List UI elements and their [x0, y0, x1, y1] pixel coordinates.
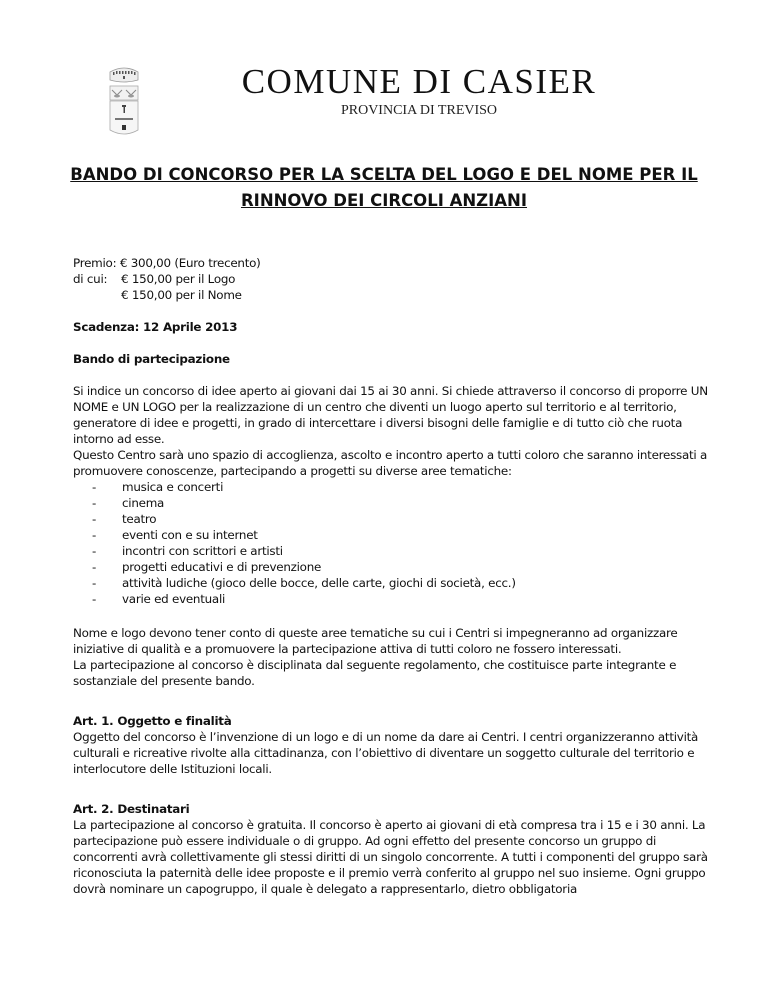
intro-paragraph: Si indice un concorso di idee aperto ai giovani dai 15 ai 30 anni. Si chiede attraverso il concorso di proporre UN NOME e UN LOGO per la realizzazione di un centro che diventi un luogo aperto sul territorio e al territorio, generatore di idee e progetti, in grado di intercettare i diversi bisogni delle famiglie e di tutto ciò che ruota intorno ad esse.: [73, 384, 708, 446]
prize-breakdown-label: di cui:: [73, 272, 108, 286]
art2-heading: Art. 2. Destinatari: [73, 802, 190, 816]
document-title: [60, 162, 708, 214]
list-item: - progetti educativi e di prevenzione: [92, 560, 322, 574]
list-item: - varie ed eventuali: [92, 592, 226, 606]
prize-logo-row: [73, 271, 713, 287]
center-paragraph: Questo Centro sarà uno spazio di accoglienza, ascolto e incontro aperto a tutti coloro che saranno interessati a promuovere conoscenze, partecipando a progetti su diverse aree tematiche:: [73, 448, 708, 478]
list-item: - attività ludiche (gioco delle bocce, delle carte, giochi di società, ecc.): [92, 576, 516, 590]
prize-logo-value: € 150,00 per il Logo: [121, 272, 236, 286]
prize-total-label: Premio:: [73, 256, 117, 270]
art1-text: Oggetto del concorso è l’invenzione di un logo e di un nome da dare ai Centri. I centri organizzeranno attività culturali e ricreative rivolte alla cittadinanza, con l’obiettivo di diventare un soggetto culturale del territorio e interlocutore delle Istituzioni locali.: [73, 730, 699, 776]
list-item: - cinema: [92, 496, 165, 510]
section-heading: Bando di partecipazione: [73, 352, 230, 366]
province-subtitle: PROVINCIA DI TREVISO: [340, 103, 498, 118]
deadline: Scadenza: 12 Aprile 2013: [73, 320, 238, 334]
prize-block: [73, 255, 713, 303]
list-item: - teatro: [92, 512, 157, 526]
document-title-line-2: RINNOVO DEI CIRCOLI ANZIANI: [240, 191, 528, 210]
prize-name-value: € 150,00 per il Nome: [121, 288, 242, 302]
rules-paragraph: La partecipazione al concorso è disciplinata dal seguente regolamento, che costituisce parte integrante e sostanziale del presente bando.: [73, 658, 677, 688]
art1-heading: Art. 1. Oggetto e finalità: [73, 714, 232, 728]
art2-text: La partecipazione al concorso è gratuita. Il concorso è aperto ai giovani di età compresa tra i 15 e i 30 anni. La partecipazione può essere individuale o di gruppo. Ad ogni effetto del presente concorso un gruppo di concorrenti avrà collettivamente gli stessi diritti di un singolo concorrente. A tutti i componenti del gruppo sarà riconosciuta la paternità delle idee proposte e il premio verrà conferito al gruppo nel suo insieme. Ogni gruppo dovrà nominare un capogruppo, il quale è delegato a rappresentarlo, dietro obbligatoria: [73, 818, 708, 896]
themes-list: [73, 479, 713, 607]
prize-total-value: € 300,00 (Euro trecento): [119, 256, 261, 270]
list-item: - eventi con e su internet: [92, 528, 258, 542]
prize-total-row: [73, 255, 713, 271]
prize-name-row: [73, 287, 713, 303]
list-item: - incontri con scrittori e artisti: [92, 544, 283, 558]
list-item: - musica e concerti: [92, 480, 224, 494]
document-title-line-1: BANDO DI CONCORSO PER LA SCELTA DEL LOGO E DEL NOME PER IL: [70, 165, 698, 184]
municipality-title: COMUNE DI CASIER: [241, 62, 597, 101]
logo-paragraph: Nome e logo devono tener conto di queste aree tematiche su cui i Centri si impegneranno ad organizzare iniziative di qualità e a promuovere la partecipazione attiva di tutti coloro ne fossero interessati.: [73, 626, 678, 656]
